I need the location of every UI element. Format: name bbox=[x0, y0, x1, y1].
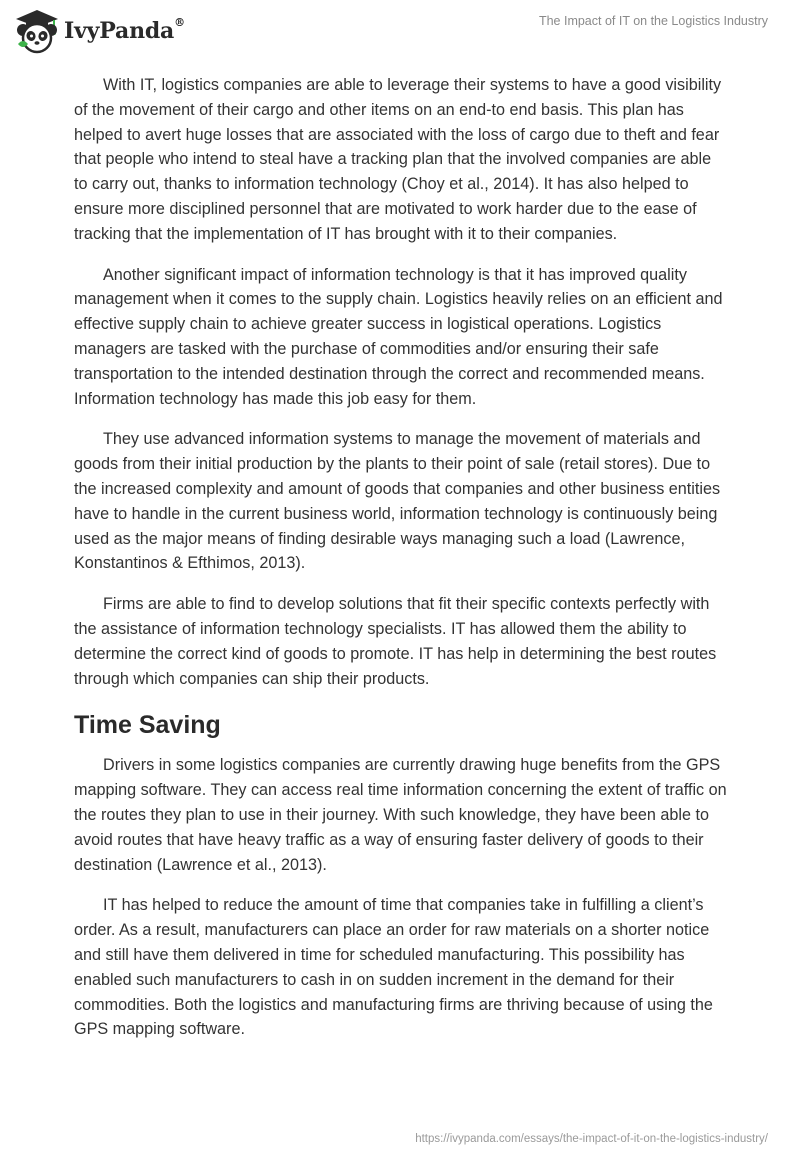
paragraph: Drivers in some logistics companies are currently drawing huge benefits from the GPS mapping software. They can access real time information concerning the extent of traffic on the routes they plan to use in their journey. With such knowledge, they have been able to avoid routes that have heavy traffic as a way of ensuring faster delivery of goods to their destination (Lawrence et al., 2013). bbox=[74, 756, 727, 874]
panda-graduation-icon bbox=[14, 8, 60, 54]
paragraph: IT has helped to reduce the amount of time that companies take in fulfilling a client’s order. As a result, manufacturers can place an order for raw materials on a shorter notice and still have them delivered in time for scheduled manufacturing. This possibility has enabled such manufacturers to cash in on sudden increment in the demand for their commodities. Both the logistics and manufacturing firms are thriving because of using the GPS mapping software. bbox=[74, 896, 713, 1039]
document-title: The Impact of IT on the Logistics Industry bbox=[538, 14, 768, 28]
registered-mark: ® bbox=[174, 16, 185, 29]
essay-content bbox=[74, 73, 728, 1058]
paragraph: Firms are able to find to develop solutions that fit their specific contexts perfectly with the assistance of information technology specialists. IT has allowed them the ability to determine the correct kind of goods to promote. IT has help in determining the best routes through which companies can ship their products. bbox=[74, 595, 717, 688]
paragraph: Another significant impact of information technology is that it has improved quality management when it comes to the supply chain. Logistics heavily relies on an efficient and effective supply chain to achieve greater success in logistical operations. Logistics managers are tasked with the purchase of commodities and/or ensuring their safe transportation to the intended destination through the correct and recommended means. Information technology has made this job easy for them. bbox=[74, 265, 723, 408]
paragraph: With IT, logistics companies are able to leverage their systems to have a good visibility of the movement of their cargo and other items on an end-to end basis. This plan has helped to avert huge losses that are associated with the loss of cargo due to theft and fear that people who intend to steal have a tracking plan that the involved companies are able to carry out, thanks to information technology (Choy et al., 2014). It has also helped to ensure more disciplined personnel that are motivated to work harder due to the ease of tracking that the implementation of IT has brought with it to their companies. bbox=[74, 76, 722, 243]
section-heading: Time Saving bbox=[74, 711, 221, 740]
page-header bbox=[0, 0, 800, 60]
source-url[interactable]: https://ivypanda.com/essays/the-impact-of-it-on-the-logistics-industry/ bbox=[415, 1133, 768, 1145]
brand-name: IvyPanda® bbox=[64, 16, 185, 44]
paragraph: They use advanced information systems to manage the movement of materials and goods from their initial production by the plants to their point of sale (retail stores). Due to the increased complexity and amount of goods that companies and other business entities have to handle in the current business world, information technology is continuously being used as the major means of finding desirable ways managing such a load (Lawrence, Konstantinos & Efthimos, 2013). bbox=[74, 430, 721, 573]
ivypanda-logo[interactable] bbox=[14, 8, 185, 54]
